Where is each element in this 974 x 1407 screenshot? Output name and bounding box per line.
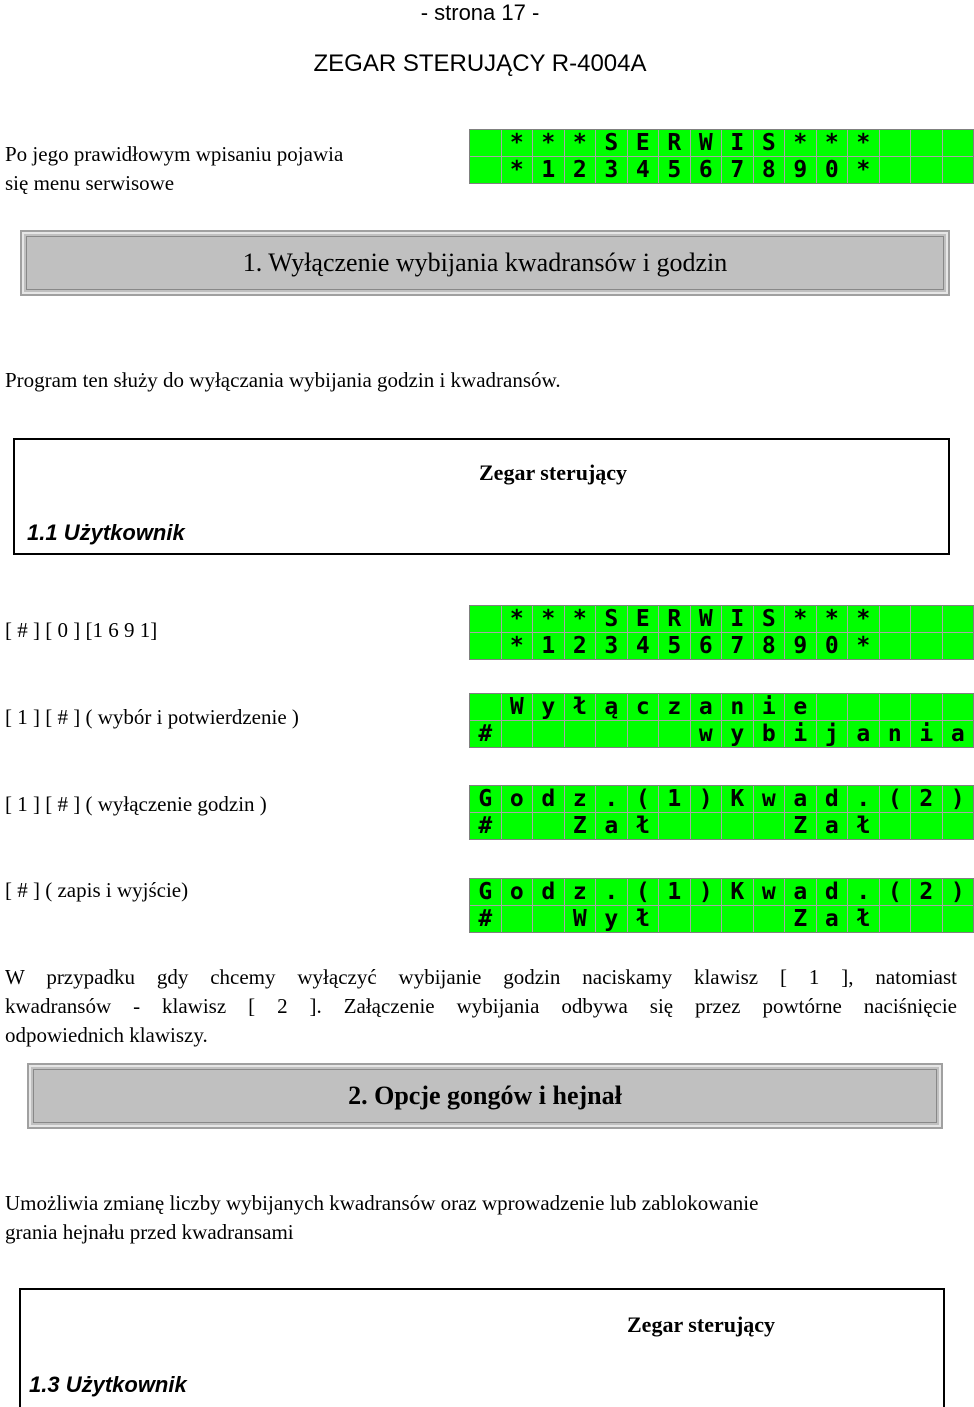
- lcd-cell: n: [880, 721, 911, 747]
- lcd-cell: [533, 721, 564, 747]
- lcd-cell: 3: [596, 633, 627, 659]
- lcd-cell: a: [691, 694, 722, 720]
- user-box-2: [19, 1288, 945, 1407]
- lcd-cell: [659, 721, 690, 747]
- section-1-title: 1. Wyłączenie wybijania kwadransów i godzin: [26, 236, 944, 290]
- note-line: kwadransów - klawisz [ 2 ]. Załączenie wybijania odbywa się przez powtórne naciśnięcie: [5, 994, 957, 1018]
- lcd-cell: d: [817, 786, 848, 812]
- lcd-cell: ą: [596, 694, 627, 720]
- lcd-cell: *: [533, 606, 564, 632]
- lcd-cell: [691, 813, 722, 839]
- lcd-cell: [470, 130, 501, 156]
- lcd-cell: e: [785, 694, 816, 720]
- lcd-cell: S: [596, 130, 627, 156]
- lcd-cell: [880, 633, 911, 659]
- lcd-cell: [880, 694, 911, 720]
- lcd-cell: [754, 906, 785, 932]
- lcd-cell: d: [817, 879, 848, 905]
- step-2-label: [ 1 ] [ # ] ( wybór i potwierdzenie ): [5, 705, 299, 729]
- lcd-cell: I: [722, 130, 753, 156]
- lcd-cell: [722, 813, 753, 839]
- lcd-cell: *: [502, 633, 533, 659]
- lcd-cell: [943, 813, 974, 839]
- lcd-cell: d: [533, 879, 564, 905]
- lcd-cell: W: [565, 906, 596, 932]
- lcd-cell: [502, 813, 533, 839]
- lcd-cell: [880, 906, 911, 932]
- lcd-cell: z: [565, 786, 596, 812]
- lcd-cell: 6: [691, 633, 722, 659]
- box-2-top-label: Zegar sterujący: [627, 1312, 776, 1337]
- note-line: W przypadku gdy chcemy wyłączyć wybijanie godzin naciskamy klawisz [ 1 ], natomiast: [5, 965, 957, 989]
- lcd-cell: d: [533, 786, 564, 812]
- lcd-cell: [691, 906, 722, 932]
- lcd-cell: 9: [785, 633, 816, 659]
- lcd-cell: ł: [848, 813, 879, 839]
- lcd-cell: [911, 906, 942, 932]
- lcd-cell: a: [596, 813, 627, 839]
- lcd-cell: [943, 606, 974, 632]
- lcd-cell: (: [880, 786, 911, 812]
- lcd-cell: [659, 906, 690, 932]
- lcd-cell: ł: [848, 906, 879, 932]
- box-2-bottom-label: 1.3 Użytkownik: [29, 1372, 187, 1397]
- page-number: - strona 17 -: [420, 0, 540, 25]
- lcd-cell: 5: [659, 157, 690, 183]
- lcd-display-step-2: [469, 693, 974, 748]
- lcd-cell: ): [943, 786, 974, 812]
- lcd-cell: *: [848, 130, 879, 156]
- lcd-cell: a: [848, 721, 879, 747]
- note-paragraph: [5, 963, 957, 1050]
- lcd-display-step-4: [469, 878, 974, 933]
- section-2-line: grania hejnału przed kwadransami: [5, 1220, 294, 1244]
- lcd-cell: [470, 606, 501, 632]
- lcd-cell: [911, 813, 942, 839]
- lcd-cell: [911, 130, 942, 156]
- lcd-cell: ): [691, 786, 722, 812]
- lcd-cell: K: [722, 879, 753, 905]
- lcd-cell: [502, 721, 533, 747]
- lcd-cell: [470, 157, 501, 183]
- lcd-cell: 2: [565, 157, 596, 183]
- lcd-cell: z: [565, 879, 596, 905]
- lcd-cell: *: [817, 606, 848, 632]
- lcd-cell: *: [565, 606, 596, 632]
- lcd-cell: *: [817, 130, 848, 156]
- lcd-cell: I: [722, 606, 753, 632]
- lcd-cell: ł: [565, 694, 596, 720]
- section-2-title: 2. Opcje gongów i hejnał: [33, 1069, 937, 1123]
- lcd-cell: w: [691, 721, 722, 747]
- section-2-line: Umożliwia zmianę liczby wybijanych kwadransów oraz wprowadzenie lub zablokowanie: [5, 1191, 759, 1215]
- lcd-cell: [596, 721, 627, 747]
- lcd-cell: [880, 130, 911, 156]
- note-line: odpowiednich klawiszy.: [5, 1023, 208, 1047]
- lcd-cell: [565, 721, 596, 747]
- lcd-display-step-1: [469, 605, 974, 660]
- lcd-cell: [754, 813, 785, 839]
- lcd-cell: i: [754, 694, 785, 720]
- lcd-cell: [470, 694, 501, 720]
- lcd-cell: [911, 694, 942, 720]
- lcd-cell: *: [502, 606, 533, 632]
- lcd-cell: .: [848, 786, 879, 812]
- lcd-cell: *: [848, 157, 879, 183]
- lcd-cell: [911, 157, 942, 183]
- lcd-cell: 1: [659, 786, 690, 812]
- lcd-cell: 1: [659, 879, 690, 905]
- lcd-cell: Z: [565, 813, 596, 839]
- lcd-cell: 4: [628, 633, 659, 659]
- lcd-cell: [533, 813, 564, 839]
- lcd-cell: *: [565, 130, 596, 156]
- lcd-cell: 2: [911, 879, 942, 905]
- box-1-bottom-label: 1.1 Użytkownik: [27, 520, 185, 545]
- lcd-cell: (: [628, 879, 659, 905]
- lcd-cell: [848, 694, 879, 720]
- lcd-cell: 2: [565, 633, 596, 659]
- lcd-cell: w: [754, 786, 785, 812]
- lcd-cell: ): [943, 879, 974, 905]
- document-title: ZEGAR STERUJĄCY R-4004A: [313, 50, 647, 77]
- lcd-cell: w: [754, 879, 785, 905]
- lcd-cell: *: [502, 157, 533, 183]
- lcd-cell: *: [848, 606, 879, 632]
- lcd-cell: Z: [785, 813, 816, 839]
- lcd-display-step-3: [469, 785, 974, 840]
- lcd-cell: R: [659, 606, 690, 632]
- lcd-cell: W: [691, 130, 722, 156]
- section-2-header: [27, 1063, 943, 1129]
- lcd-cell: .: [596, 879, 627, 905]
- lcd-cell: .: [848, 879, 879, 905]
- lcd-cell: [502, 906, 533, 932]
- lcd-cell: a: [943, 721, 974, 747]
- lcd-cell: R: [659, 130, 690, 156]
- section-1-header: [20, 230, 950, 296]
- lcd-cell: o: [502, 786, 533, 812]
- lcd-cell: 2: [911, 786, 942, 812]
- step-4-label: [ # ] ( zapis i wyjście): [5, 878, 189, 902]
- lcd-cell: a: [817, 906, 848, 932]
- lcd-cell: E: [628, 130, 659, 156]
- lcd-cell: [943, 906, 974, 932]
- lcd-cell: 8: [754, 157, 785, 183]
- lcd-cell: 0: [817, 633, 848, 659]
- lcd-cell: i: [911, 721, 942, 747]
- lcd-cell: E: [628, 606, 659, 632]
- lcd-cell: j: [817, 721, 848, 747]
- lcd-cell: #: [470, 906, 501, 932]
- lcd-cell: ): [691, 879, 722, 905]
- step-3-label: [ 1 ] [ # ] ( wyłączenie godzin ): [5, 792, 267, 816]
- lcd-cell: 3: [596, 157, 627, 183]
- lcd-cell: [659, 813, 690, 839]
- lcd-cell: a: [785, 879, 816, 905]
- user-box-1: [13, 438, 950, 555]
- lcd-cell: [911, 633, 942, 659]
- lcd-cell: z: [659, 694, 690, 720]
- lcd-cell: [911, 606, 942, 632]
- lcd-cell: 0: [817, 157, 848, 183]
- lcd-cell: K: [722, 786, 753, 812]
- lcd-cell: c: [628, 694, 659, 720]
- lcd-cell: .: [596, 786, 627, 812]
- lcd-cell: 8: [754, 633, 785, 659]
- lcd-cell: 5: [659, 633, 690, 659]
- lcd-cell: G: [470, 786, 501, 812]
- lcd-cell: o: [502, 879, 533, 905]
- lcd-cell: G: [470, 879, 501, 905]
- intro-line: Po jego prawidłowym wpisaniu pojawia: [5, 142, 344, 166]
- lcd-cell: a: [785, 786, 816, 812]
- lcd-cell: ł: [628, 813, 659, 839]
- lcd-cell: *: [785, 130, 816, 156]
- lcd-cell: *: [785, 606, 816, 632]
- lcd-cell: [943, 130, 974, 156]
- lcd-cell: [880, 813, 911, 839]
- lcd-cell: #: [470, 721, 501, 747]
- lcd-display-intro: [469, 129, 974, 184]
- lcd-cell: W: [691, 606, 722, 632]
- lcd-cell: *: [533, 130, 564, 156]
- lcd-cell: 1: [533, 157, 564, 183]
- lcd-cell: y: [533, 694, 564, 720]
- lcd-cell: y: [722, 721, 753, 747]
- lcd-cell: 6: [691, 157, 722, 183]
- lcd-cell: ł: [628, 906, 659, 932]
- lcd-cell: 7: [722, 633, 753, 659]
- lcd-cell: [943, 157, 974, 183]
- lcd-cell: [880, 606, 911, 632]
- intro-line: się menu serwisowe: [5, 171, 175, 195]
- lcd-cell: y: [596, 906, 627, 932]
- lcd-cell: 7: [722, 157, 753, 183]
- lcd-cell: (: [628, 786, 659, 812]
- section-2-description: [5, 1189, 957, 1247]
- lcd-cell: [470, 633, 501, 659]
- lcd-cell: 4: [628, 157, 659, 183]
- lcd-cell: #: [470, 813, 501, 839]
- box-1-top-label: Zegar sterujący: [479, 460, 628, 485]
- lcd-cell: 1: [533, 633, 564, 659]
- lcd-cell: (: [880, 879, 911, 905]
- lcd-cell: [722, 906, 753, 932]
- lcd-cell: S: [754, 606, 785, 632]
- lcd-cell: a: [817, 813, 848, 839]
- lcd-cell: [943, 633, 974, 659]
- lcd-cell: [880, 157, 911, 183]
- lcd-cell: i: [785, 721, 816, 747]
- step-1-label: [ # ] [ 0 ] [1 6 9 1]: [5, 618, 158, 642]
- lcd-cell: *: [502, 130, 533, 156]
- lcd-cell: [943, 694, 974, 720]
- lcd-cell: b: [754, 721, 785, 747]
- intro-text: [5, 140, 455, 198]
- lcd-cell: S: [754, 130, 785, 156]
- lcd-cell: W: [502, 694, 533, 720]
- lcd-cell: *: [848, 633, 879, 659]
- lcd-cell: [628, 721, 659, 747]
- lcd-cell: Z: [785, 906, 816, 932]
- lcd-cell: S: [596, 606, 627, 632]
- lcd-cell: n: [722, 694, 753, 720]
- section-1-description: Program ten służy do wyłączania wybijania godzin i kwadransów.: [5, 368, 561, 392]
- lcd-cell: [533, 906, 564, 932]
- lcd-cell: 9: [785, 157, 816, 183]
- lcd-cell: [817, 694, 848, 720]
